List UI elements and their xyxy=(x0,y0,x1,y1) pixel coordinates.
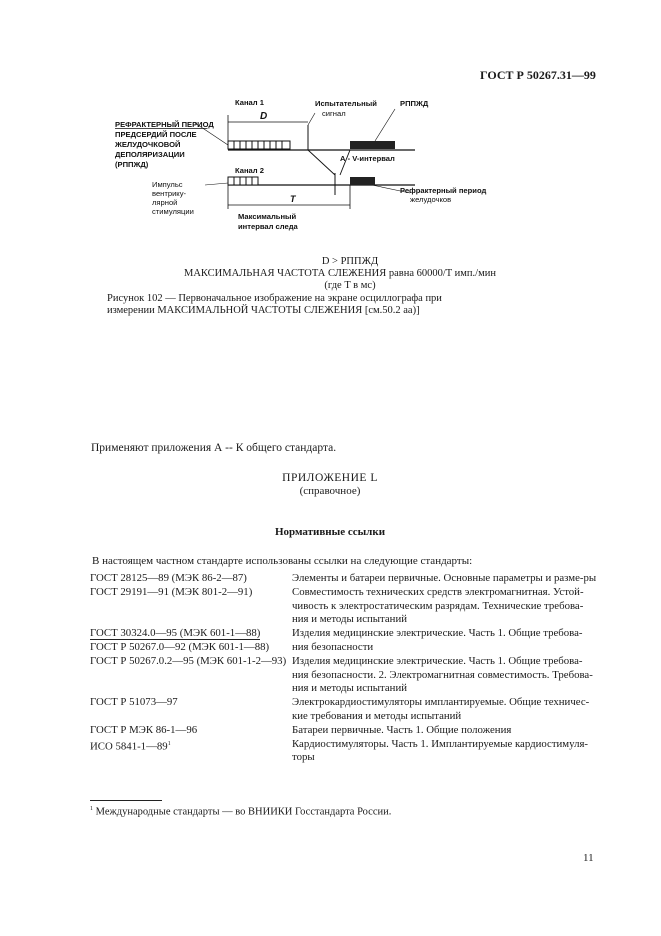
table-row xyxy=(90,738,597,766)
table-row xyxy=(90,586,597,627)
rate-line: МАКСИМАЛЬНАЯ ЧАСТОТА СЛЕЖЕНИЯ равна 60000/T имп./мин xyxy=(184,268,496,279)
ref-desc: Электрокардиостимуляторы имплантируемые. Общие техничес-кие требования и методы испытаний xyxy=(292,696,590,722)
ref-desc: Изделия медицинские электрические. Часть 1. Общие требова-ния безопасности xyxy=(292,627,583,653)
refractory-block-right xyxy=(350,141,395,149)
label-t: T xyxy=(290,194,296,204)
appendix-title: ПРИЛОЖЕНИЕ L xyxy=(282,472,378,484)
ventricular-pulse-block xyxy=(228,177,258,185)
ref-desc: Элементы и батареи первичные. Основные параметры и разме-ры xyxy=(292,572,597,584)
table-row xyxy=(90,696,597,724)
figure-caption-2: измерении МАКСИМАЛЬНОЙ ЧАСТОТЫ СЛЕЖЕНИЯ [см.50.2 аа)] xyxy=(107,305,420,316)
table-row xyxy=(90,572,597,586)
where-line: (где T в мс) xyxy=(324,280,376,291)
label-channel1: Канал 1 xyxy=(235,98,264,107)
label-d: D xyxy=(260,111,268,122)
references-table xyxy=(90,572,597,765)
footnote xyxy=(90,806,391,818)
table-row xyxy=(90,655,597,696)
ref-code: ИСО 5841-1—89 xyxy=(90,740,168,753)
label-av-interval: А - V-интервал xyxy=(340,154,395,163)
ref-code: ГОСТ 28125—89 (МЭК 86-2—87) xyxy=(90,572,247,584)
label-vent-refr-1: Рефрактерный период xyxy=(400,186,487,195)
label-rppzhd: РППЖД xyxy=(400,99,429,108)
table-row xyxy=(90,627,597,641)
figure-caption-1: Рисунок 102 — Первоначальное изображение на экране осциллографа при xyxy=(107,293,442,304)
label-refractory-4: ДЕПОЛЯРИЗАЦИИ xyxy=(115,150,185,159)
footnote-divider xyxy=(90,800,162,801)
table-row xyxy=(90,724,597,738)
references-intro: В настоящем частном стандарте использованы ссылки на следующие стандарты: xyxy=(92,555,473,567)
appendix-subtitle: (справочное) xyxy=(299,485,361,497)
formula-line: D > РППЖД xyxy=(321,256,379,267)
diagram-svg xyxy=(110,95,487,245)
av-interval-line xyxy=(308,150,335,175)
label-pulse-3: лярной xyxy=(152,198,178,207)
ref-desc: Кардиостимуляторы. Часть 1. Имплантируемые кардиостимуля-торы xyxy=(292,737,589,764)
label-test-signal-1: Испытательный xyxy=(315,99,377,108)
label-vent-refr-2: желудочков xyxy=(410,195,452,204)
label-pulse-1: Импульс xyxy=(152,180,183,189)
refractory-block-left xyxy=(228,141,290,149)
label-refractory-5: (РППЖД) xyxy=(115,160,149,169)
label-max-track-2: интервал следа xyxy=(238,222,298,231)
label-test-signal-2: сигнал xyxy=(322,109,346,118)
ref-desc: Батареи первичные. Часть 1. Общие положения xyxy=(292,723,512,736)
label-max-track-1: Максимальный xyxy=(238,212,297,221)
ref-desc: Совместимость технических средств электромагнитная. Устой-чивость к электростатическим разрядам. Технические требова-ния и методы испытаний xyxy=(292,585,584,626)
label-pulse-2: вентрику- xyxy=(152,189,187,198)
footnote-mark: 1 xyxy=(90,806,93,812)
ref-code: ГОСТ Р 50267.0.2—95 (МЭК 601-1-2—93) xyxy=(90,654,287,667)
ref-code: ГОСТ Р МЭК 86-1—96 xyxy=(90,723,198,736)
label-refractory-3: ЖЕЛУДОЧКОВОЙ xyxy=(115,140,181,149)
ref-code: ГОСТ Р 51073—97 xyxy=(90,696,178,709)
footnote-ref-mark: 1 xyxy=(167,740,171,747)
apply-appendices-text: Применяют приложения А -- К общего стандарта. xyxy=(91,442,337,454)
ref-code: ГОСТ 29191—91 (МЭК 801-2—91) xyxy=(90,585,253,598)
ref-code: ГОСТ 30324.0—95 (МЭК 601-1—88) xyxy=(90,627,261,640)
label-channel2: Канал 2 xyxy=(235,166,264,175)
ventricular-refractory-block xyxy=(350,177,375,185)
document-header: ГОСТ Р 50267.31—99 xyxy=(480,68,596,82)
oscilloscope-diagram xyxy=(110,95,487,245)
references-heading: Нормативные ссылки xyxy=(274,526,386,538)
label-refractory-1: РЕФРАКТЕРНЫЙ ПЕРИОД xyxy=(115,120,214,129)
page-number: 11 xyxy=(583,852,594,864)
ref-code: ГОСТ Р 50267.0—92 (МЭК 601-1—88) xyxy=(90,640,270,653)
footnote-text: Международные стандарты — во ВНИИКИ Госстандарта России. xyxy=(95,806,392,818)
ref-desc: Изделия медицинские электрические. Часть 1. Общие требова-ния безопасности. 2. Электромагнитная совместимость. Требова-ния и методы испытаний xyxy=(292,654,593,695)
label-refractory-2: ПРЕДСЕРДИЙ ПОСЛЕ xyxy=(115,130,197,139)
label-pulse-4: стимуляции xyxy=(152,207,194,216)
